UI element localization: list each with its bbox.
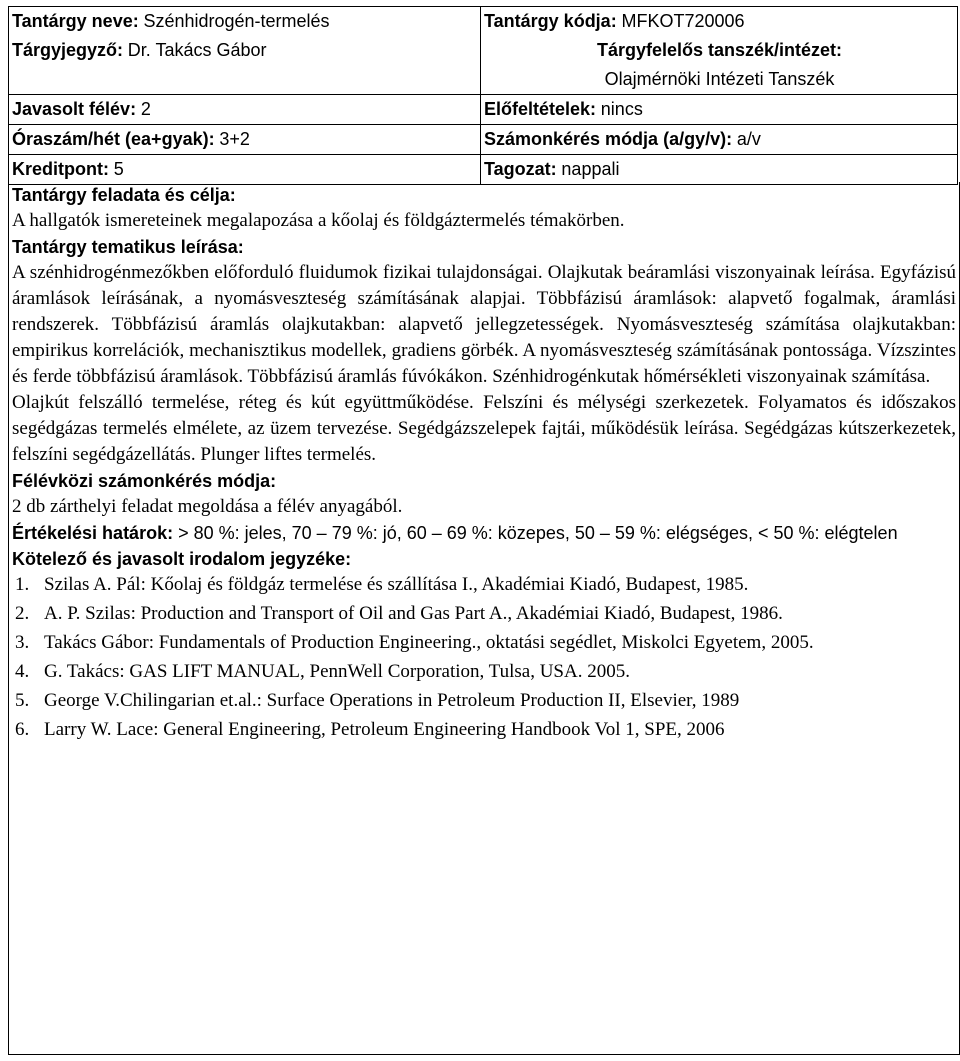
department-label: Tárgyfelelős tanszék/intézet: (596, 40, 843, 60)
midterm-text: 2 db zárthelyi feladat megoldása a félév anyagából. (12, 496, 403, 517)
semester-cell (9, 95, 481, 125)
department: Olajmérnöki Intézeti Tanszék (604, 69, 835, 89)
literature-item (12, 688, 956, 714)
subject-name: Szénhidrogén-termelés (143, 11, 330, 31)
literature-text: Szilas A. Pál: Kőolaj és földgáz termelése és szállítása I., Akadémiai Kiadó, Budapest, 1985. (44, 574, 749, 595)
midterm-heading: Félévközi számonkérés módja: (12, 471, 277, 491)
hours-label: Óraszám/hét (ea+gyak): (12, 129, 215, 149)
literature-number: 1. (15, 574, 30, 595)
prerequisites-label: Előfeltételek: (484, 99, 597, 119)
subject-name-label: Tantárgy neve: (12, 11, 139, 31)
semester: 2 (140, 99, 151, 119)
grading-paragraph (12, 520, 956, 546)
literature-list (12, 572, 956, 743)
lecturer: Dr. Takács Gábor (127, 40, 267, 60)
literature-number: 2. (15, 603, 30, 624)
mode: nappali (561, 159, 620, 179)
hours-cell (9, 125, 481, 155)
course-description-box (8, 182, 960, 1055)
literature-number: 6. (15, 719, 30, 740)
lecturer-label: Tárgyjegyző: (12, 40, 124, 60)
literature-item (12, 659, 956, 685)
name-cell (9, 7, 481, 95)
thematic-heading: Tantárgy tematikus leírása: (12, 237, 244, 257)
literature-number: 3. (15, 632, 30, 653)
literature-text: George V.Chilingarian et.al.: Surface Operations in Petroleum Production II, Elsevier, 1989 (44, 690, 740, 711)
grading-label: Értékelési határok: (12, 523, 174, 543)
prerequisites-cell (481, 95, 958, 125)
course-header-table (8, 6, 958, 185)
thematic-text-1: A szénhidrogénmezőkben előforduló fluidumok fizikai tulajdonságai. Olajkutak beáramlási viszonyainak leírása. Egyfázisú áramlások leírásának, a nyomásveszteség számításának alapjai. Többfázisú áramlások: alapvető fogalmak, áramlási rendszerek. Többfázisú áramlás olajkutakban: alapvető jellegzetességek. Nyomásveszteség számítása olajkutakban: empirikus korrelációk, mechanisztikus modellek, gradiens görbék. A nyomásveszteség számításának pontossága. Vízszintes és ferde többfázisú áramlások. Többfázisú áramlás fúvókákon. Szénhidrogénkutak hőmérsékleti viszonyainak számítása. (12, 262, 956, 387)
literature-text: Larry W. Lace: General Engineering, Petroleum Engineering Handbook Vol 1, SPE, 2006 (44, 719, 725, 740)
literature-item (12, 630, 956, 656)
prerequisites: nincs (600, 99, 643, 119)
literature-item (12, 601, 956, 627)
thematic-text-2: Olajkút felszálló termelése, réteg és kút együttműködése. Felszíni és mélységi szerkezetek. Folyamatos és időszakos segédgázas termelés elmélete, az üzem tervezése. Segédgázszelepek fajtái, működésük leírása. Segédgázas kútszerkezetek, felszíni segédgázellátás. Plunger liftes termelés. (12, 392, 956, 465)
literature-heading: Kötelező és javasolt irodalom jegyzéke: (12, 549, 352, 569)
credits: 5 (113, 159, 124, 179)
literature-item (12, 572, 956, 598)
mode-label: Tagozat: (484, 159, 557, 179)
goal-text: A hallgatók ismereteinek megalapozása a kőolaj és földgáztermelés témakörben. (12, 210, 625, 231)
hours: 3+2 (219, 129, 250, 149)
exam-type-label: Számonkérés módja (a/gy/v): (484, 129, 733, 149)
subject-code: MFKOT720006 (621, 11, 745, 31)
semester-label: Javasolt félév: (12, 99, 137, 119)
subject-code-label: Tantárgy kódja: (484, 11, 617, 31)
literature-item (12, 717, 956, 743)
mode-cell (481, 155, 958, 185)
literature-number: 4. (15, 661, 30, 682)
literature-text: Takács Gábor: Fundamentals of Production Engineering., oktatási segédlet, Miskolci Egyetem, 2005. (44, 632, 814, 653)
grading-text: > 80 %: jeles, 70 – 79 %: jó, 60 – 69 %: közepes, 50 – 59 %: elégséges, < 50 %: elégtelen (178, 523, 898, 543)
goal-heading: Tantárgy feladata és célja: (12, 185, 236, 205)
code-cell (481, 7, 958, 95)
credits-label: Kreditpont: (12, 159, 109, 179)
exam-type: a/v (736, 129, 761, 149)
literature-text: G. Takács: GAS LIFT MANUAL, PennWell Corporation, Tulsa, USA. 2005. (44, 661, 630, 682)
exam-type-cell (481, 125, 958, 155)
literature-number: 5. (15, 690, 30, 711)
literature-text: A. P. Szilas: Production and Transport of Oil and Gas Part A., Akadémiai Kiadó, Budapest, 1986. (44, 603, 783, 624)
credits-cell (9, 155, 481, 185)
